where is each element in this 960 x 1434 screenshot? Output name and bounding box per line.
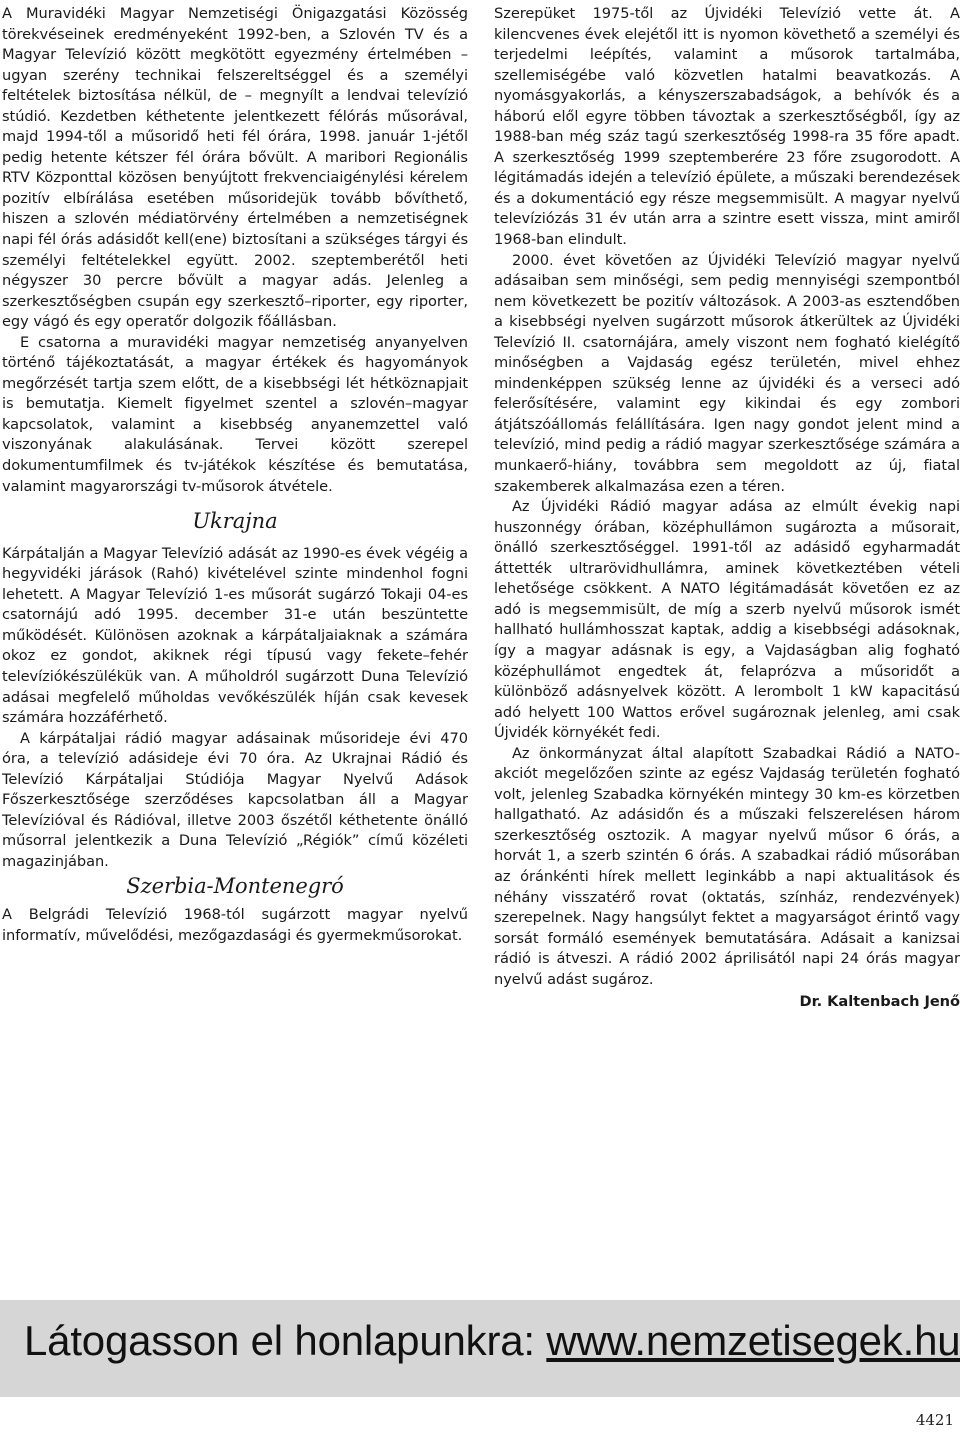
website-link[interactable]: www.nemzetisegek.hu bbox=[546, 1317, 960, 1364]
banner-text bbox=[24, 1317, 960, 1365]
right-column bbox=[494, 4, 960, 1013]
left-column bbox=[2, 4, 468, 946]
paragraph: Az önkormányzat által alapított Szabadkai Rádió a NATO-akciót megelőzően szinte az egész Vajdaság területén fogható volt, jelenleg Szabadka környékén mintegy 30 km-es körzetben hallgatható. Az adásidőn és a műszaki felszerelésen három szerkesztőség osztozik. A magyar nyelvű műsor 6 órás, a horvát 1, a szerb szintén 6 órás. A szabadkai rádió műsorában az óránkénti hírek mellett leginkább a napi aktualitások és néhány visszatérő rovat (oktatás, színház, rendezvények) szerepelnek. Nagy hangsúlyt fektet a magyarságot érintő vagy sorsát formáló események bemutatására. Adásait a kanizsai rádió is átveszi. A rádió 2002 áprilisától napi 24 órás magyar nyelvű adást sugároz. bbox=[494, 744, 960, 988]
paragraph: E csatorna a muravidéki magyar nemzetiség anyanyelven történő tájékoztatását, a magyar értékek és hagyományok megőrzését tartja szem előtt, de a kisebbségi lét hétköznapjait is bemutatja. Kiemelt figyelmet szentel a szlovén–magyar kapcsolatok, valamint a kisebbség anyanemzettel való viszonyának alakulásának. Tervei között szerepel dokumentumfilmek és tv-játékok készítése és bemutatása, valamint magyarországi tv-műsorok átvétele. bbox=[2, 333, 468, 495]
paragraph: A kárpátaljai rádió magyar adásainak műsorideje évi 470 óra, a televízió adásideje évi 70 óra. Az Ukrajnai Rádió és Televízió Kárpátaljai Stúdiója Magyar Nyelvű Adások Főszerkesztősége szerződéses kapcsolatban áll a Magyar Televízióval és Rádióval, illetve 2003 őszétől kéthetente önálló műsorral jelentkezik a Duna Televízió „Régiók” című közéleti magazinjában. bbox=[2, 729, 468, 870]
paragraph: Az Újvidéki Rádió magyar adása az elmúlt évekig napi huszonnégy órában, középhullámon sugározta a műsorait, önálló szerkesztőséggel. 1991-től az adásidő egyharmadát áttették ultrarövidhullámra, aminek következtében vételi lehetősége csökkent. A NATO légitámadását követően ez az adó is megsemmisült, de míg a szerb nyelvű műsorok ismét hallható hullámhosszat kaptak, addig a kisebbségi adásoknak, így a magyar adásnak is egy, a Vajdaságban alig fogható középhullámot engedtek át, felaprózva a műsoridőt a különböző adásnyelvek között. A lerombolt 1 kW kapacitású adó helyett 100 Wattos erővel sugároznak jelenleg, ami csak Újvidék környékét fedi. bbox=[494, 498, 960, 742]
section-heading-ukrajna: Ukrajna bbox=[192, 509, 278, 534]
banner-prefix: Látogasson el honlapunkra: bbox=[24, 1317, 547, 1364]
paragraph: A Muravidéki Magyar Nemzetiségi Önigazgatási Közösség törekvéseinek eredményeként 1992-ben, a Szlovén TV és a Magyar Televízió között megkötött egyezmény értelmében – ugyan szerény technikai felszereltséggel és a személyi feltételek biztosítása nélkül, de – megnyílt a lendvai televízió stúdió. Kezdetben kéthetente jelentkezett félórás műsorával, majd 1994-től a műsoridő heti fél órára, 1998. január 1-jétől pedig hetente kétszer fél órára bővült. A maribori Regionális RTV Központtal közösen benyújtott frekvenciaigénylési kérelem pozitív elbírálása esetében műsoridejük tovább bővíthető, hiszen a szlovén médiatörvény értelmében a nemzetiségnek napi fél órás adásidőt kell(ene) biztosítani a szükséges tárgyi és személyi feltételekkel együtt. 2002. szeptemberétől heti négyszer 30 percre bővült a magyar adás. Jelenleg a szerkesztőségben csupán egy szerkesztő–riporter, egy riporter, egy vágó és egy operatőr dolgozik főállásban. bbox=[2, 5, 468, 331]
paragraph: A Belgrádi Televízió 1968-tól sugárzott magyar nyelvű informatív, művelődési, mezőgazdasági és gyermekműsorokat. bbox=[2, 905, 468, 944]
paragraph: 2000. évet követően az Újvidéki Televízió magyar nyelvű adásaiban sem minőségi, sem pedig mennyiségi szempontból nem következett be pozitív változások. A 2003-as esztendőben a kisebbségi nyelven sugárzott műsorok átkerültek az Újvidéki Televízió II. csatornájára, amely viszont nem fogható kielégítő minőségben a Vajdaság egész területén, mivel ehhez mindenképpen szükség lenne az újvidéki és a verseci adó felerősítésére, valamint egy kikindai és egy zombori átjátszóállomás felállítására. Igen nagy gondot jelent mind a televízió, mind pedig a rádió magyar szerkesztősége számára a munkaerő-hiány, továbbra sem megoldott az új, fiatal szakemberek alkalmazása ezen a téren. bbox=[494, 251, 960, 495]
author-signature: Dr. Kaltenbach Jenő bbox=[799, 993, 960, 1011]
section-heading-szerbia: Szerbia-Montenegró bbox=[126, 874, 344, 899]
page-number: 4421 bbox=[915, 1411, 954, 1429]
paragraph: Szerepüket 1975-től az Újvidéki Televízió vette át. A kilencvenes évek elejétől itt is nyomon követhető a személyi és terjedelmi leépítés, valamint a műsorok tartalmába, szellemiségébe való közvetlen hatalmi beavatkozás. A nyomásgyakorlás, a kényszerszabadságok, a behívók és a háború elől egyre többen távoztak a szerkesztőségből, így az 1988-ban még száz tagú szerkesztőség 1998-ra 35 főre apadt. A szerkesztőség 1999 szeptemberére 23 főre zsugorodott. A légitámadás idején a televízió épülete, a műszaki berendezések és a dokumentáció egy része megsemmisült. A magyar nyelvű televíziózás 31 év után arra a szintre esett vissza, mint amiről 1968-ban elindult. bbox=[494, 5, 960, 249]
paragraph: Kárpátalján a Magyar Televízió adását az 1990-es évek végéig a hegyvidéki járások (Rahó) kivételével szinte mindenhol fogni lehetett. A Magyar Televízió 1-es műsorát sugárzó Tokaji 04-es csatornájú adó 1995. december 31-e után beszüntette működését. Különösen azoknak a kárpátaljaiaknak a számára okoz ez gondot, akiknek régi típusú vagy fekete–fehér televíziókészülékük van. A műholdról sugárzott Duna Televízió adásai megfelelő műholdas vevőkészülék híján csak kevesek számára hozzáférhető. bbox=[2, 544, 468, 727]
